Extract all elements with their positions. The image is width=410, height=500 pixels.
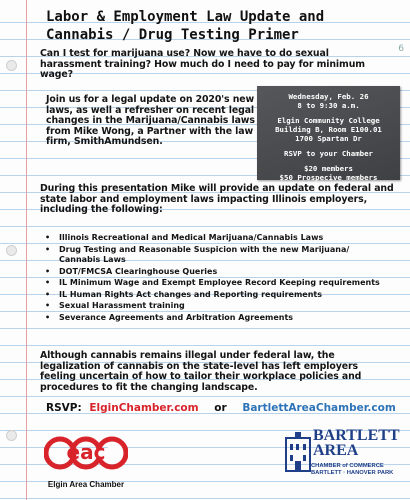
rsvp-or: or xyxy=(214,402,227,414)
list-item: • DOT/FMCSA Clearinghouse Queries xyxy=(45,266,218,276)
bullet-icon: • xyxy=(45,289,51,299)
rsvp-label: RSVP: xyxy=(46,402,82,414)
event-address: 1700 Spartan Dr xyxy=(295,134,362,143)
bullet-icon: • xyxy=(45,266,51,276)
intro-questions: Can I test for marijuana use? Now we have to do sexual harassment training? How much do I need to pay for minimum wage? xyxy=(40,48,365,81)
during-paragraph: During this presentation Mike will provide an update on federal and state labor and employment laws impacting Illinois employers, including the following: xyxy=(40,183,394,216)
event-time: 8 to 9:30 a.m. xyxy=(297,101,360,110)
elgin-chamber-link[interactable]: ElginChamber.com xyxy=(89,402,199,414)
event-venue: Elgin Community College xyxy=(277,116,380,125)
bullet-icon: • xyxy=(45,244,51,254)
page-number: 6 xyxy=(398,44,404,54)
hole-icon xyxy=(6,245,17,256)
eac-logo-icon xyxy=(44,425,128,481)
event-date: Wednesday, Feb. 26 xyxy=(288,92,369,101)
bartlett-chamber-link[interactable]: BartlettAreaChamber.com xyxy=(242,402,396,414)
bartlett-area-chamber-logo xyxy=(285,428,400,492)
svg-text:eac: eac xyxy=(66,440,106,464)
event-rsvp-note: RSVP to your Chamber xyxy=(284,149,373,158)
join-paragraph: Join us for a legal update on 2020's new laws, as well a refresher on recent legal changes in the Marijuana/Cannabis laws from Mike Wong, a Partner with the law firm, SmithAmundsen. xyxy=(46,94,255,148)
margin-line xyxy=(26,0,27,500)
list-item: • IL Minimum Wage and Exempt Employee Record Keeping requirements xyxy=(45,278,380,287)
bullet-icon: • xyxy=(45,301,51,310)
bartlett-chamber-subtitle: CHAMBER of COMMERCE BARTLETT · HANOVER PARK xyxy=(311,463,394,476)
list-item: • Severance Agreements and Arbitration Agreements xyxy=(45,312,294,322)
list-item: • Illinois Recreational and Medical Marijuana/Cannabis Laws xyxy=(45,233,324,242)
bullet-icon: • xyxy=(45,278,51,287)
hole-icon xyxy=(6,430,17,441)
elgin-area-chamber-logo xyxy=(44,425,124,495)
bullet-icon: • xyxy=(45,312,51,322)
event-room: Building B, Room E100.01 xyxy=(275,125,382,134)
binder-holes xyxy=(6,0,16,500)
hole-icon xyxy=(6,60,17,71)
building-icon xyxy=(285,430,311,472)
bartlett-chamber-name: BARTLETT AREA xyxy=(313,427,400,459)
list-item: • Sexual Harassment training xyxy=(45,301,185,310)
page-title xyxy=(46,8,386,44)
bullet-icon: • xyxy=(45,233,51,242)
list-item: • Drug Testing and Reasonable Suspicion with the new Marijuana/ Cannabis Laws xyxy=(45,244,350,264)
elgin-chamber-name: Elgin Area Chamber xyxy=(47,480,125,489)
although-paragraph: Although cannabis remains illegal under federal law, the legalization of cannabis on the state-level has left employers feeling uncertain of how to tailor their workplace policies and procedures to fit the changing landscape. xyxy=(40,350,362,393)
price-prospective: $50 Prospecive members xyxy=(279,173,378,182)
event-details-box xyxy=(257,86,400,180)
rsvp-line xyxy=(46,402,406,414)
title-line-2: Cannabis / Drug Testing Primer xyxy=(46,27,299,43)
title-line-1: Labor & Employment Law Update and xyxy=(46,9,325,25)
topic-list xyxy=(40,233,392,324)
price-members: $20 members xyxy=(304,164,353,173)
list-item: • IL Human Rights Act changes and Reporting requirements xyxy=(45,289,323,299)
